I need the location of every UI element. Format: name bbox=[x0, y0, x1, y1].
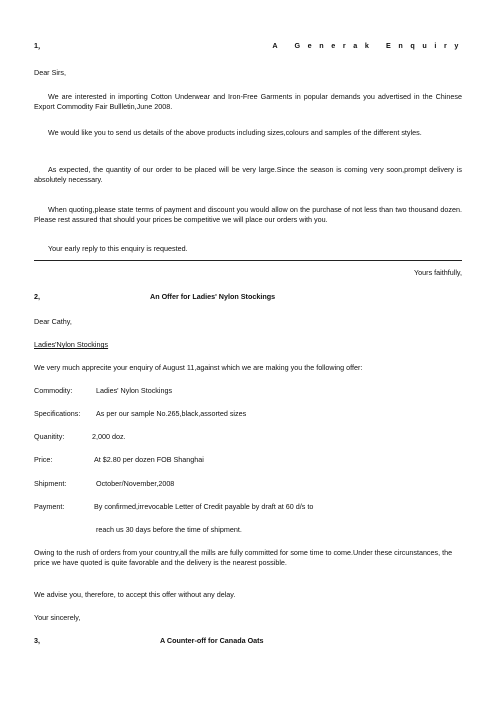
term-label-specifications: Specifications: bbox=[34, 409, 81, 418]
section1-paragraph-5: Your early reply to this enquiry is requested. bbox=[48, 244, 188, 253]
section1-paragraph-3: As expected, the quantity of our order to be placed will be very large.Since the season is coming very soon,prompt delivery is absolutely necessary. bbox=[34, 165, 462, 184]
section2-subject: Ladies'Nylon Stockings bbox=[34, 340, 109, 349]
term-value-commodity: Ladies' Nylon Stockings bbox=[96, 386, 173, 395]
section-divider bbox=[34, 260, 462, 261]
section2-closing: Your sincerely, bbox=[34, 613, 81, 622]
term-value-payment-continued: reach us 30 days before the time of shipment. bbox=[96, 525, 242, 534]
section2-number: 2, bbox=[34, 292, 40, 301]
section2-greeting: Dear Cathy, bbox=[34, 317, 72, 326]
term-value-shipment: October/November,2008 bbox=[96, 479, 175, 488]
section2-advice: We advise you, therefore, to accept this offer without any delay. bbox=[34, 590, 236, 599]
section2-intro: We very much apprecite your enquiry of August 11,against which we are making you the following offer: bbox=[34, 363, 363, 372]
term-label-payment: Payment: bbox=[34, 502, 65, 511]
term-value-quantity: 2,000 doz. bbox=[92, 432, 126, 441]
section1-number: 1， bbox=[34, 41, 46, 50]
term-label-shipment: Shipment: bbox=[34, 479, 67, 488]
section3-number: 3, bbox=[34, 636, 40, 645]
section2-body: Owing to the rush of orders from your country,all the mills are fully committed for some time to come.Under these circunstances, the price we have quoted is quite favorable and the delivery is the nearest possible. bbox=[34, 548, 453, 567]
section1-paragraph-1: We are interested in importing Cotton Underwear and Iron-Free Garments in popular demands you advertised in the Chinese Export Commodity Fair Bullletin,June 2008. bbox=[34, 92, 462, 111]
section1-paragraph-2: We would like you to send us details of the above products including sizes,colours and samples of the different styles. bbox=[48, 128, 422, 137]
term-value-price: At $2.80 per dozen FOB Shanghai bbox=[94, 455, 204, 464]
section1-closing: Yours faithfully, bbox=[414, 268, 462, 277]
term-label-commodity: Commodity: bbox=[34, 386, 73, 395]
term-value-specifications: As per our sample No.265,black,assorted sizes bbox=[96, 409, 247, 418]
term-label-quantity: Quanitity: bbox=[34, 432, 65, 441]
section2-title: An Offer for Ladies' Nylon Stockings bbox=[150, 292, 276, 301]
section1-paragraph-4: When quoting,please state terms of payment and discount you would allow on the purchase of not less than two thousand dozen. Please rest assured that should your prices be competitive we will place our orders with you. bbox=[34, 205, 462, 224]
section1-title: A Generak Enquiry bbox=[272, 41, 466, 50]
section3-title: A Counter-off for Canada Oats bbox=[160, 636, 264, 645]
term-label-price: Price: bbox=[34, 455, 53, 464]
term-value-payment: By confirmed,irrevocable Letter of Credit payable by draft at 60 d/s to bbox=[94, 502, 314, 511]
section1-greeting: Dear Sirs, bbox=[34, 68, 66, 77]
